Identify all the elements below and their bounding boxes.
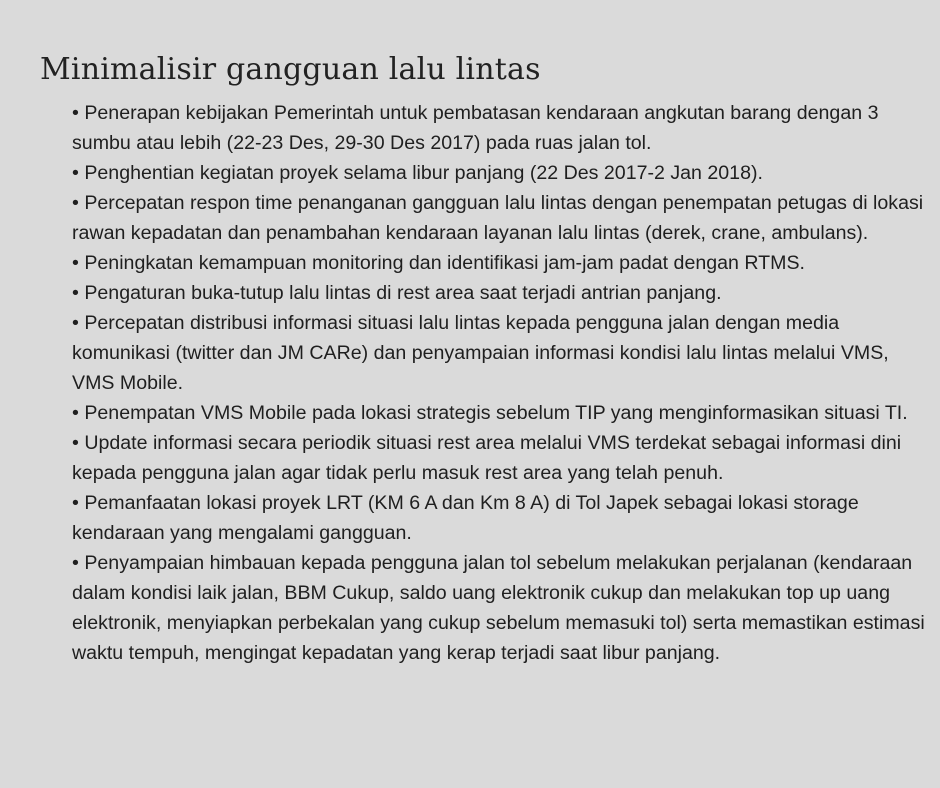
list-item <box>72 98 928 158</box>
bullet-marker: • <box>72 492 79 514</box>
bullet-marker: • <box>72 162 79 184</box>
list-item-text: Peningkatan kemampuan monitoring dan identifikasi jam-jam padat dengan RTMS. <box>84 252 805 274</box>
list-item <box>72 488 928 548</box>
slide-title: Minimalisir gangguan lalu lintas <box>40 52 541 87</box>
bullet-list <box>72 98 928 668</box>
list-item <box>72 428 928 488</box>
bullet-marker: • <box>72 552 79 574</box>
bullet-marker: • <box>72 402 79 424</box>
bullet-marker: • <box>72 312 79 334</box>
list-item-text: Penghentian kegiatan proyek selama libur panjang (22 Des 2017-2 Jan 2018). <box>84 162 763 184</box>
list-item <box>72 398 928 428</box>
list-item-text: Penyampaian himbauan kepada pengguna jalan tol sebelum melakukan perjalanan (kendaraan dalam kondisi laik jalan, BBM Cukup, saldo uang elektronik cukup dan melakukan top up uang elektronik, menyiapkan perbekalan yang cukup sebelum memasuki tol) serta memastikan estimasi waktu tempuh, mengingat kepadatan yang kerap terjadi saat libur panjang. <box>72 552 925 664</box>
list-item-text: Penerapan kebijakan Pemerintah untuk pembatasan kendaraan angkutan barang dengan 3 sumbu atau lebih (22-23 Des, 29-30 Des 2017) pada ruas jalan tol. <box>72 102 879 154</box>
bullet-marker: • <box>72 192 79 214</box>
list-item-text: Percepatan respon time penanganan gangguan lalu lintas dengan penempatan petugas di lokasi rawan kepadatan dan penambahan kendaraan layanan lalu lintas (derek, crane, ambulans). <box>72 192 924 244</box>
bullet-marker: • <box>72 102 79 124</box>
list-item <box>72 308 928 398</box>
bullet-marker: • <box>72 252 79 274</box>
list-item-text: Update informasi secara periodik situasi rest area melalui VMS terdekat sebagai informasi dini kepada pengguna jalan agar tidak perlu masuk rest area yang telah penuh. <box>72 432 902 484</box>
bullet-marker: • <box>72 282 79 304</box>
list-item-text: Pengaturan buka-tutup lalu lintas di rest area saat terjadi antrian panjang. <box>84 282 722 304</box>
list-item <box>72 278 928 308</box>
list-item-text: Percepatan distribusi informasi situasi lalu lintas kepada pengguna jalan dengan media komunikasi (twitter dan JM CARe) dan penyampaian informasi kondisi lalu lintas melalui VMS, VMS Mobile. <box>72 312 889 394</box>
list-item <box>72 548 928 668</box>
list-item-text: Penempatan VMS Mobile pada lokasi strategis sebelum TIP yang menginformasikan situasi TI. <box>84 402 908 424</box>
list-item <box>72 188 928 248</box>
list-item <box>72 158 928 188</box>
list-item <box>72 248 928 278</box>
bullet-marker: • <box>72 432 79 454</box>
list-item-text: Pemanfaatan lokasi proyek LRT (KM 6 A dan Km 8 A) di Tol Japek sebagai lokasi storage kendaraan yang mengalami gangguan. <box>72 492 859 544</box>
